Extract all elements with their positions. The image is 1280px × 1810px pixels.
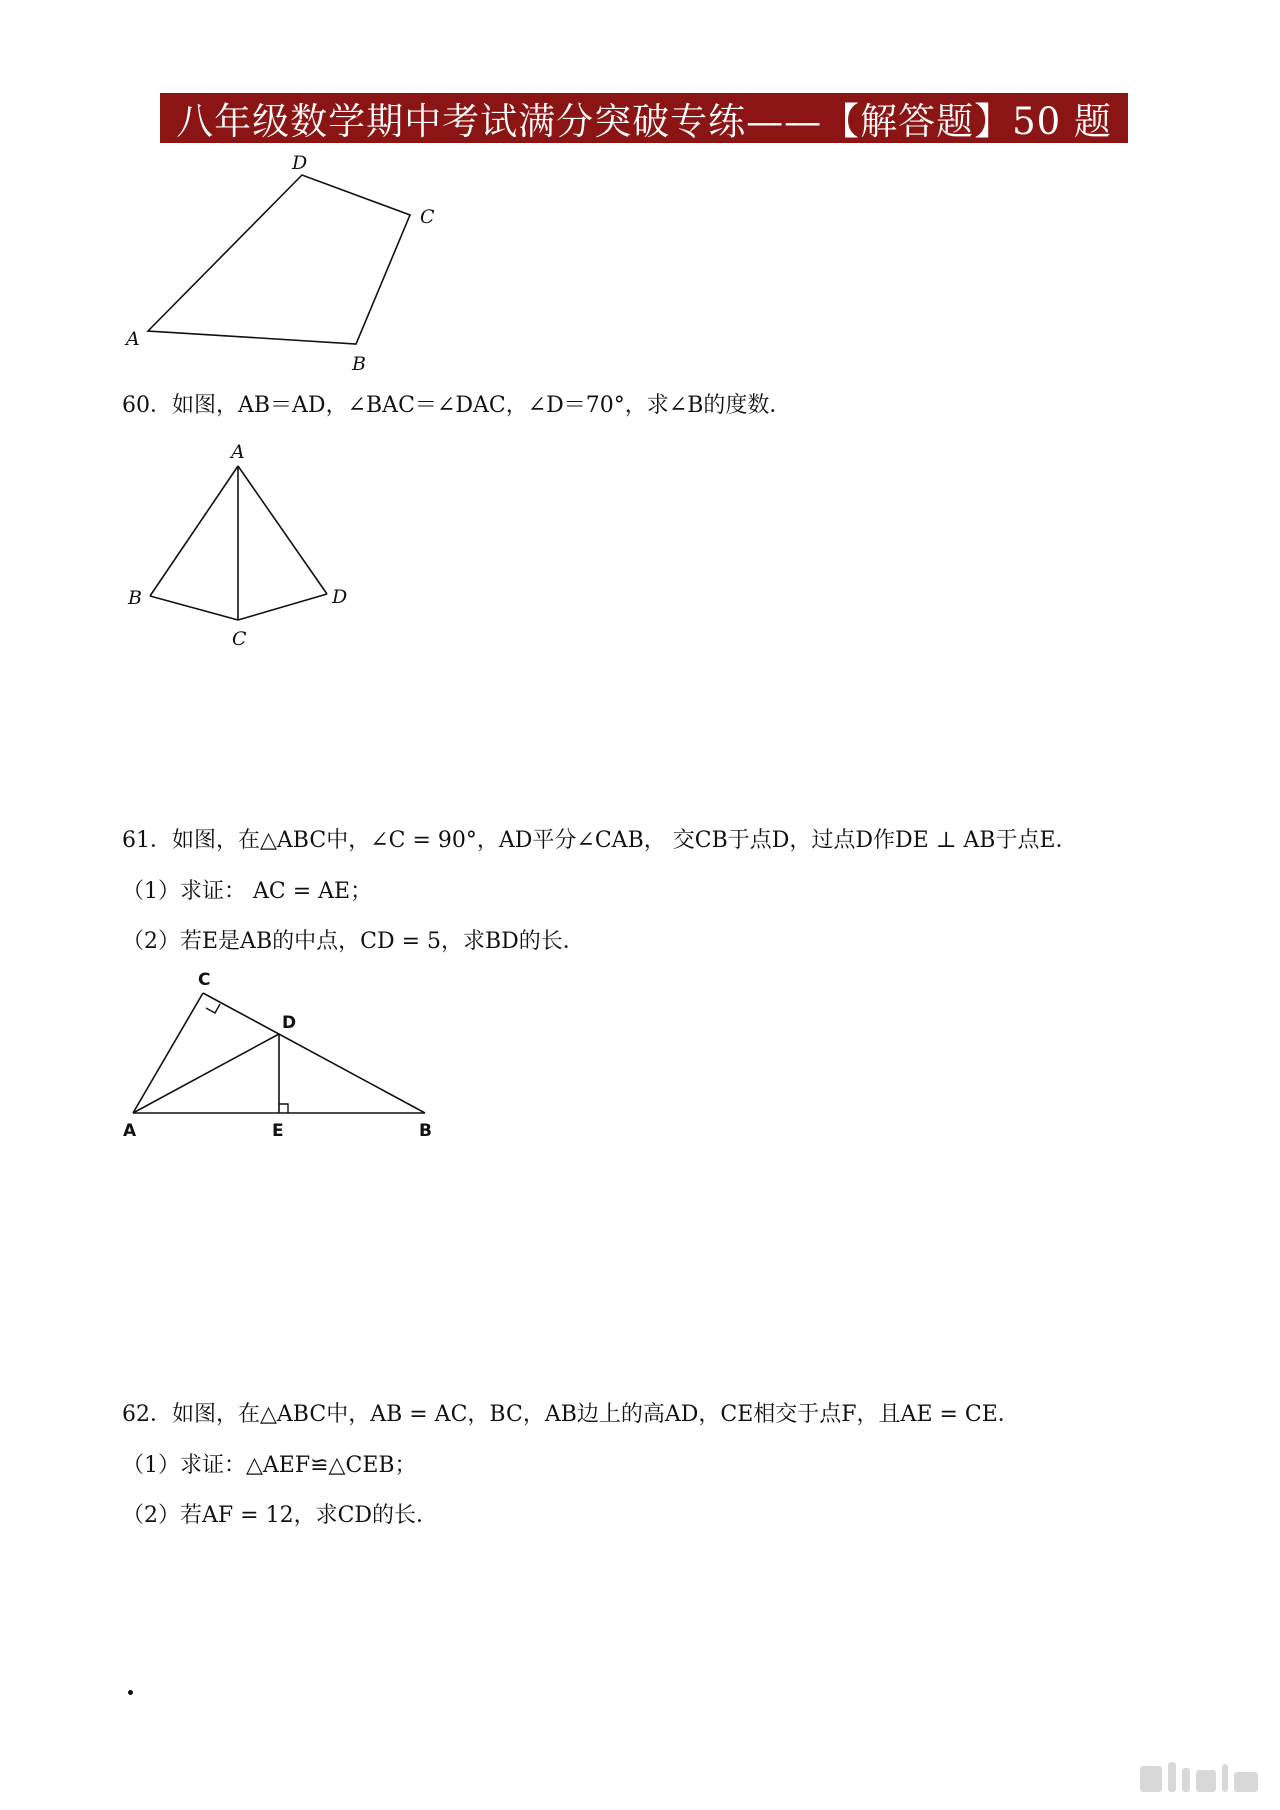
page-banner: 八年级数学期中考试满分突破专练——【解答题】50 题 (160, 93, 1128, 143)
label-e: E (272, 1121, 284, 1141)
question-62-part-2: （2）若AF = 12，求CD的长． (122, 1503, 439, 1528)
label-c: C (420, 206, 435, 228)
label-b: B (419, 1121, 432, 1141)
trailing-dot (128, 1690, 133, 1695)
label-d: D (332, 586, 348, 608)
question-61-part-2: （2）若E是AB的中点，CD = 5，求BD的长． (122, 929, 585, 954)
question-62-part-1: （1）求证：△AEF≌△CEB； (122, 1453, 417, 1478)
label-d: D (292, 152, 308, 174)
question-60-text: 60．如图，AB＝AD，∠BAC＝∠DAC，∠D＝70°，求∠B的度数． (122, 393, 792, 418)
question-61-part-1: （1）求证： AC = AE； (122, 879, 373, 904)
label-c: C (198, 970, 211, 990)
label-a: A (123, 1121, 137, 1141)
question-62-text: 62．如图，在△ABC中，AB = AC，BC，AB边上的高AD，CE相交于点F，且AE = CE． (122, 1402, 1020, 1427)
label-b: B (352, 353, 366, 375)
watermark-logo (1140, 1762, 1258, 1792)
question-61-figure (115, 968, 445, 1143)
question-60-figure (120, 440, 400, 660)
quadrilateral-figure (120, 145, 460, 375)
label-d: D (282, 1013, 297, 1033)
label-a: A (126, 328, 140, 350)
question-61-text: 61．如图，在△ABC中，∠C = 90°，AD平分∠CAB， 交CB于点D，过点D作DE ⊥ AB于点E． (122, 828, 1078, 853)
quadrilateral-shape (148, 175, 410, 344)
label-b: B (128, 587, 142, 609)
label-a: A (231, 441, 245, 463)
label-c: C (232, 628, 247, 650)
